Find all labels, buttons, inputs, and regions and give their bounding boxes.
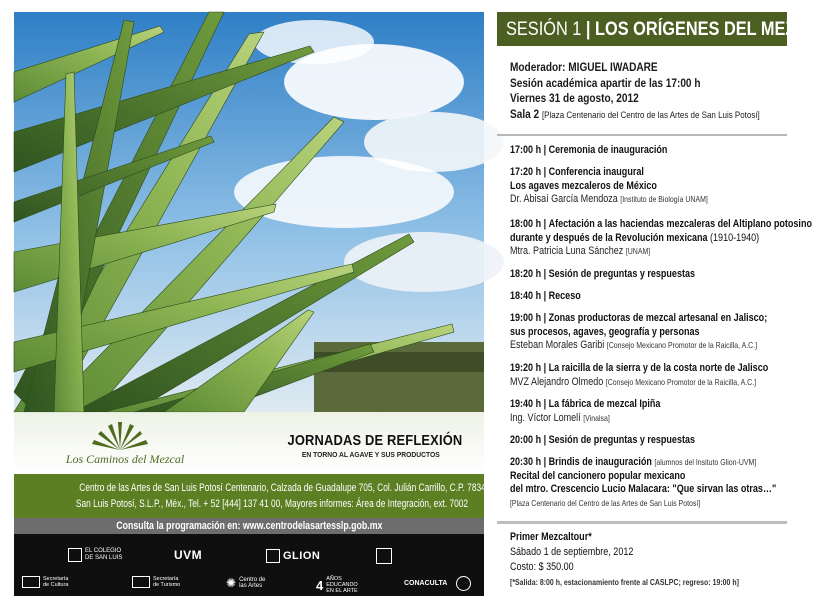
sponsor-centro-artes: ✺ Centro de las Artes (226, 576, 266, 590)
cultura-seal-icon (22, 576, 40, 588)
logo-text: Los Caminos del Mezcal (65, 452, 185, 466)
session-name: LOS ORÍGENES DEL MEZCAL (595, 19, 829, 40)
entry-headline: 18:40 h | Receso (510, 290, 581, 302)
session-title (506, 19, 829, 41)
tour-title: Primer Mezcaltour* (510, 531, 592, 543)
emblem-icon (376, 548, 392, 564)
agave-illustration (14, 12, 484, 412)
session-time: Sesión académica apartir de las 17:00 h (510, 75, 701, 90)
moderator: Moderador: MIGUEL IWADARE (510, 60, 658, 74)
sponsor-cultura: Secretaría de Cultura (22, 576, 75, 588)
address-line-1: Centro de las Artes de San Luis Potosí Centenario, Calzada de Guadalupe 705, Col. Julián Carrillo, C.P. 78340, (79, 482, 493, 494)
sponsor-mexico-seal (456, 576, 471, 591)
entry-headline: 19:00 h | Zonas productoras de mezcal artesanal en Jalisco; (510, 312, 768, 324)
sponsor-bar (14, 534, 484, 596)
agave-logo-icon (90, 418, 150, 452)
program-entry-1800 (510, 218, 812, 259)
glion-shield-icon (266, 549, 280, 563)
entry-talk-title-2: del mtro. Crescencio Lucio Malacara: "Que sirvan las otras…" (510, 483, 777, 495)
entry-speaker: Esteban Morales Garibi [Consejo Mexicano Promotor de la Raicilla, A.C.] (510, 339, 758, 351)
entry-speaker: Ing. Víctor Lomelí [Vinalsa] (510, 411, 610, 424)
sponsor-colegio: EL COLEGIO DE SAN LUIS (68, 548, 125, 562)
entry-talk-title: sus procesos, agaves, geografía y personas (510, 325, 700, 338)
sponsor-glion: GLION (266, 549, 320, 563)
program-entry-1720 (510, 166, 790, 207)
los-caminos-logo (60, 418, 185, 470)
entry-speaker: MVZ Alejandro Olmedo [Consejo Mexicano Promotor de la Raicilla, A.C.] (510, 375, 757, 388)
entry-headline: 17:20 h | Conferencia inaugural (510, 166, 644, 178)
colegio-seal-icon (68, 548, 82, 562)
agave-photo (14, 12, 484, 412)
jornadas-block (259, 432, 462, 459)
program-entry-1920 (510, 362, 790, 389)
entry-headline: 18:00 h | Afectación a las haciendas mezcaleras del Altiplano potosino (510, 218, 812, 230)
program-entry-1820 (510, 268, 790, 282)
sponsor-uvm: UVM (174, 548, 203, 562)
sponsor-emblem (376, 548, 392, 564)
session-date: Viernes 31 de agosto, 2012 (510, 91, 639, 105)
sponsor-turismo: Secretaría de Turismo (132, 576, 185, 588)
entry-headline: 20:30 h | Brindis de inauguración [alumnos del Insituto Glion-UVM] (510, 456, 757, 468)
room-place: [Plaza Centenario del Centro de las Artes de San Luis Potosí] (541, 109, 760, 121)
tour-cost: Costo: $ 350.00 (510, 561, 574, 573)
program-entry-1700 (510, 144, 790, 158)
mexico-seal-icon (456, 576, 471, 591)
entry-headline: 19:40 h | La fábrica de mezcal Ipiña (510, 398, 661, 410)
logo-band (14, 412, 484, 474)
session-number: SESIÓN 1 (506, 19, 582, 40)
entry-speaker: Mtra. Patricia Luna Sánchez [UNAM] (510, 245, 651, 257)
web-bar (14, 518, 484, 534)
entry-headline: 20:00 h | Sesión de preguntas y respuestas (510, 434, 696, 446)
jornadas-subtitle: EN TORNO AL AGAVE Y SUS PRODUCTOS (301, 450, 440, 459)
sponsor-conaculta: CONACULTA (404, 580, 448, 587)
anniversary-number-icon: 4 (316, 577, 324, 593)
entry-talk-title: Recital del cancionero popular mexicano (510, 469, 686, 482)
mezcaltour-block (510, 530, 790, 590)
program-entry-2030 (510, 456, 790, 510)
entry-talk-title: Los agaves mezcaleros de México (510, 179, 657, 192)
entry-headline: 19:20 h | La raicilla de la sierra y de la costa norte de Jalisco (510, 362, 769, 374)
program-entry-2000 (510, 434, 790, 448)
entry-headline: 17:00 h | Ceremonia de inauguración (510, 144, 668, 156)
session-info (510, 60, 785, 123)
entry-headline: 18:20 h | Sesión de preguntas y respuestas (510, 268, 696, 280)
program-entry-1900 (510, 312, 790, 353)
address-bar (14, 474, 493, 518)
star-burst-icon: ✺ (226, 576, 237, 590)
tour-date: Sábado 1 de septiembre, 2012 (510, 546, 634, 558)
entry-speaker: Dr. Abisaí García Mendoza [Instituto de Biología UNAM] (510, 193, 708, 205)
divider-top (497, 134, 787, 136)
tour-note: [*Salida: 8:00 h, estacionamiento frente al CASLPC; regreso: 19:00 h] (510, 577, 739, 587)
program-entry-1840 (510, 290, 790, 304)
session-separator: | (585, 19, 591, 40)
left-column (14, 12, 493, 596)
address-line-2: San Luis Potosí, S.L.P., Méx., Tel. + 52 [444] 137 41 00, Mayores informes: Área de Integración, ext. 7002 (75, 498, 469, 510)
entry-talk-title: durante y después de la Revolución mexicana (1910-1940) (510, 231, 760, 244)
turismo-seal-icon (132, 576, 150, 588)
entry-location: [Plaza Centenario del Centro de las Artes de San Luis Potosí] (510, 497, 701, 508)
divider-bottom (497, 521, 787, 524)
session-header (497, 12, 829, 46)
session-room: Sala 2 [Plaza Centenario del Centro de las Artes de San Luis Potosí] (510, 106, 760, 121)
program-entry-1940 (510, 398, 790, 425)
sponsor-anos: 4 AÑOS EDUCANDO EN EL ARTE (316, 576, 358, 594)
jornadas-title: JORNADAS DE REFLEXIÓN (287, 432, 462, 449)
web-link[interactable]: Consulta la programación en: www.centrodelasartesslp.gob.mx (115, 520, 383, 532)
